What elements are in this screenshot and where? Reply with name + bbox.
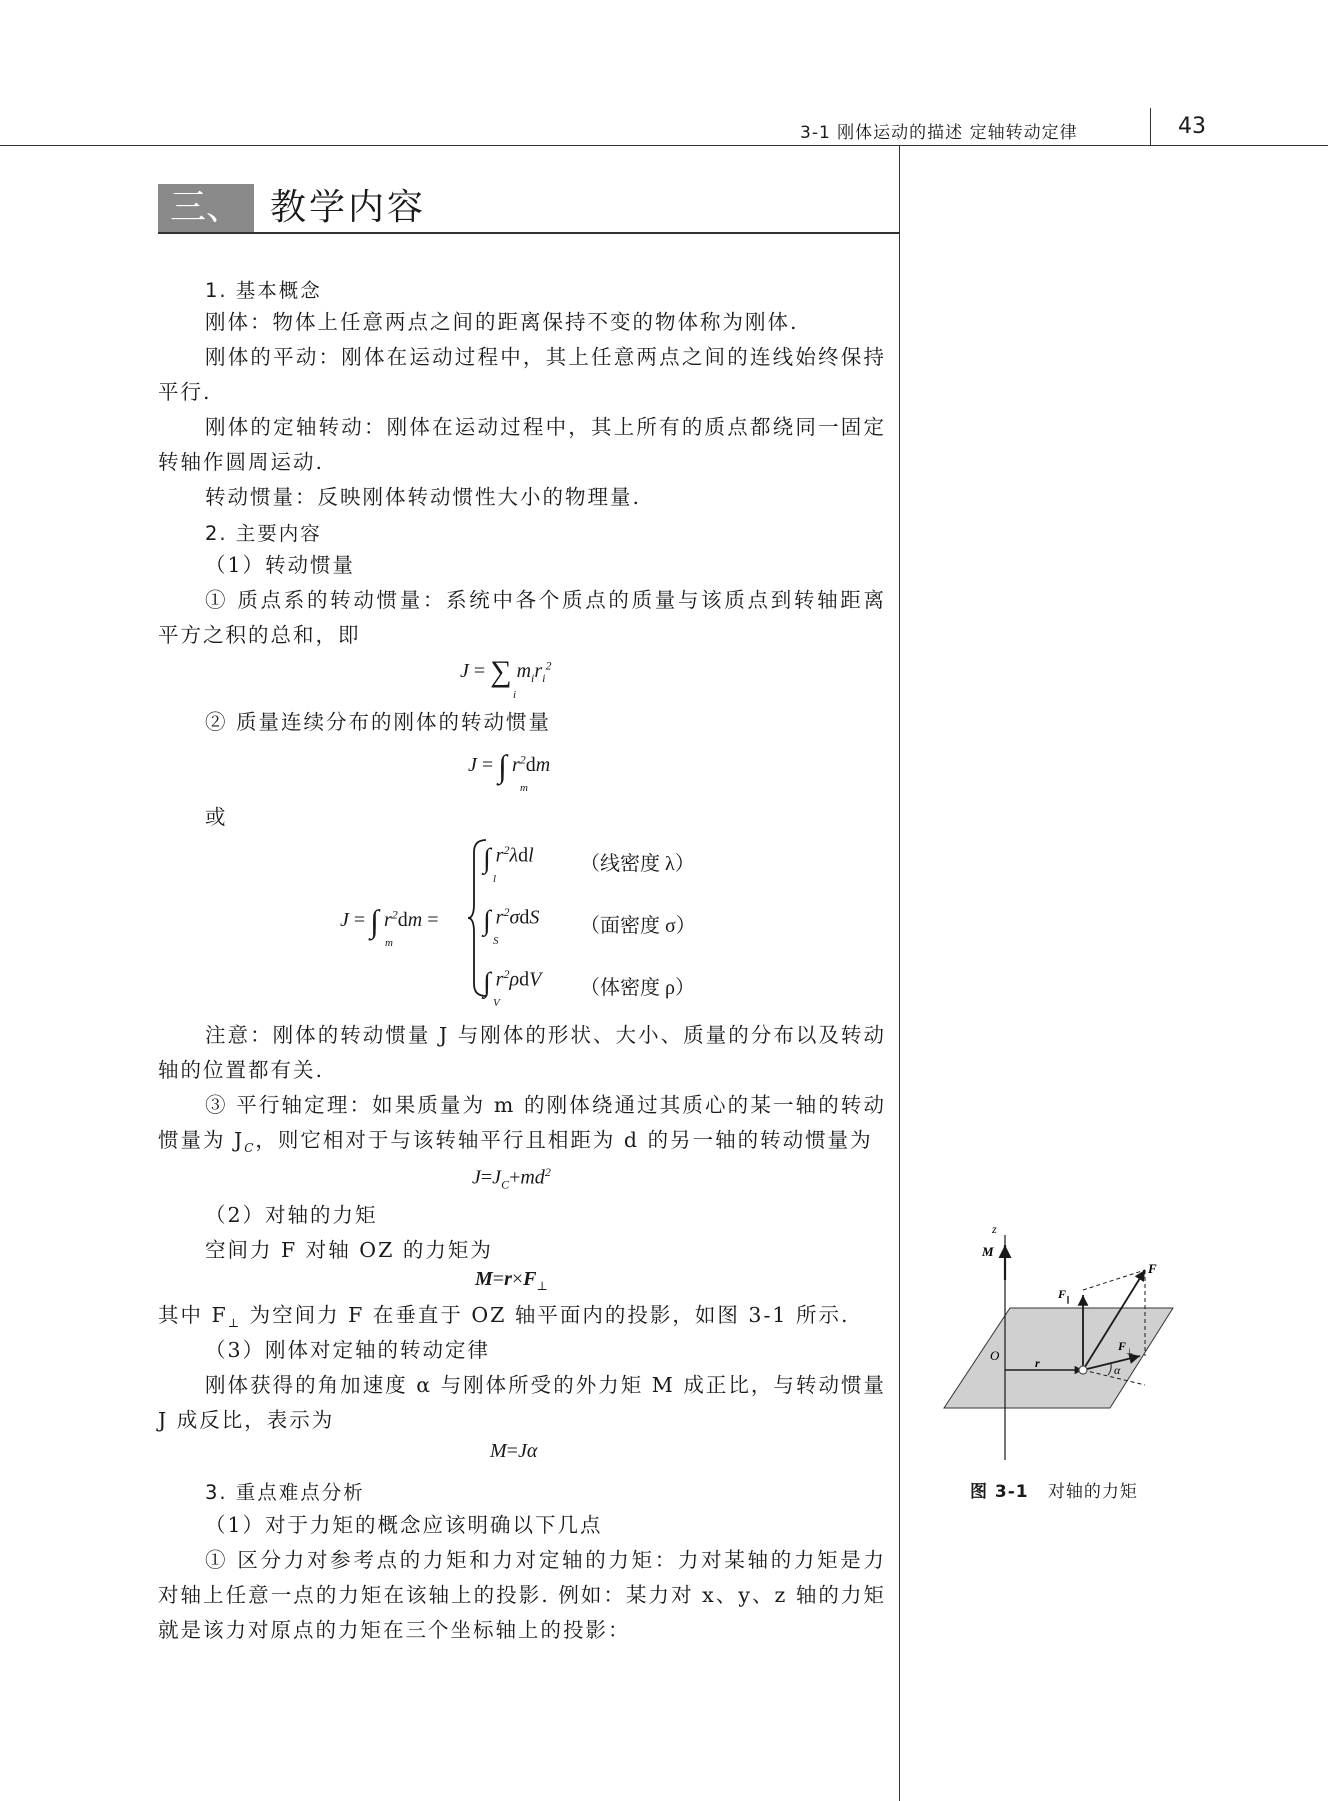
label-f-perp: F (1118, 1339, 1127, 1353)
label-parallel-sub: ∥ (1066, 1295, 1070, 1304)
paragraph-torque-distinction: ① 区分力对参考点的力矩和力对定轴的力矩：力对某轴的力矩是力对轴上任意一点的力矩在该轴上的投影. 例如：某力对 x、y、z 轴的力矩就是该力对原点的力矩在三个坐标轴上的投影： (158, 1548, 886, 1642)
label-z: z (992, 1222, 997, 1236)
dashed-top (1083, 1270, 1145, 1290)
label-volume-density: （体密度 ρ） (580, 977, 695, 999)
label-alpha: α (1114, 1363, 1121, 1377)
case-line-density: ∫ $r^2\lambda dl$ l (483, 843, 534, 885)
label-perp-sub: ⊥ (1126, 1347, 1133, 1356)
label-o: O (990, 1348, 1000, 1363)
label-area-density: （面密度 σ） (580, 915, 696, 937)
plane (944, 1308, 1173, 1408)
case-area-density: ∫ $r^2\sigma dS$ S (483, 905, 540, 947)
section-number: 三、 (158, 184, 254, 232)
heading-main-content: 2. 主要内容 (205, 522, 322, 545)
figure-number: 图 3-1 (970, 1482, 1029, 1502)
label-f-parallel: F (1058, 1287, 1067, 1301)
paragraph-parallel-axis: ③ 平行轴定理：如果质量为 m 的刚体绕通过其质心的某一轴的转动惯量为 $J_C$，则它相对于与该转轴平行且相距为 d 的另一轴的转动惯量为 (158, 1093, 886, 1156)
header-rule (0, 145, 1328, 146)
paragraph-particle-system: ① 质点系的转动惯量：系统中各个质点的质量与该质点到转轴距离平方之积的总和，即 (158, 588, 886, 647)
running-header: 3-1 刚体运动的描述 定轴转动定律 (800, 123, 1078, 143)
section-rule (158, 232, 900, 234)
case-volume-density: ∫ $r^2\rho dV$ V (483, 967, 542, 1009)
paragraph-rigid-body: 刚体：物体上任意两点之间的距离保持不变的物体称为刚体. (205, 310, 799, 334)
equation-density-left: J = ∫ $r^2dm$ = m (340, 903, 439, 949)
figure-caption (970, 1477, 1138, 1502)
paragraph-translation: 刚体的平动：刚体在运动过程中，其上任意两点之间的连线始终保持平行. (158, 345, 886, 404)
label-line-density: （线密度 λ） (580, 853, 695, 875)
point-of-application (1079, 1366, 1087, 1374)
equation-sum-inertia: J = ∑ $m_ir_i^2$ i (460, 655, 552, 701)
section-title: 教学内容 (270, 187, 427, 228)
equation-rotation-law: M=Jα (490, 1440, 538, 1462)
paragraph-continuous-body: ② 质量连续分布的刚体的转动惯量 (205, 710, 552, 734)
heading-key-points: 3. 重点难点分析 (205, 1481, 365, 1504)
subheading-torque-concepts: （1）对于力矩的概念应该明确以下几点 (205, 1513, 603, 1537)
heading-basic-concepts: 1. 基本概念 (205, 279, 322, 302)
subheading-torque-about-axis: （2）对轴的力矩 (205, 1203, 378, 1227)
subheading-rotation-law: （3）刚体对定轴的转动定律 (205, 1338, 491, 1362)
word-or: 或 (205, 805, 228, 829)
page-number: 43 (1178, 114, 1206, 139)
header-separator (1150, 108, 1151, 146)
column-divider (899, 146, 900, 1801)
equation-torque: $M=r\times F_\perp$ (475, 1268, 548, 1293)
equation-integral-inertia: J = ∫ $r^2dm$ m (468, 748, 551, 794)
figure-torque-about-axis (930, 1220, 1180, 1470)
paragraph-note: 注意：刚体的转动惯量 J 与刚体的形状、大小、质量的分布以及转动轴的位置都有关. (158, 1023, 886, 1082)
label-m: M (982, 1244, 994, 1259)
label-f: F (1148, 1261, 1157, 1276)
paragraph-rotation-law: 刚体获得的角加速度 α 与刚体所受的外力矩 M 成正比，与转动惯量 J 成反比，表示为 (158, 1373, 886, 1432)
label-r: r (1035, 1356, 1040, 1370)
subheading-moment-of-inertia: （1）转动惯量 (205, 553, 356, 577)
figure-caption-text: 对轴的力矩 (1047, 1482, 1138, 1502)
paragraph-moment-of-inertia: 转动惯量：反映刚体转动惯性大小的物理量. (205, 485, 642, 509)
paragraph-space-force: 空间力 F 对轴 OZ 的力矩为 (205, 1238, 493, 1262)
paragraph-projection: 其中 $F_\perp$ 为空间力 F 在垂直于 OZ 轴平面内的投影，如图 3-1 所示. (158, 1303, 850, 1331)
equation-parallel-axis: $J=J_C+md^2$ (472, 1165, 551, 1192)
paragraph-fixed-axis-rotation: 刚体的定轴转动：刚体在运动过程中，其上所有的质点都绕同一固定转轴作圆周运动. (158, 415, 886, 474)
